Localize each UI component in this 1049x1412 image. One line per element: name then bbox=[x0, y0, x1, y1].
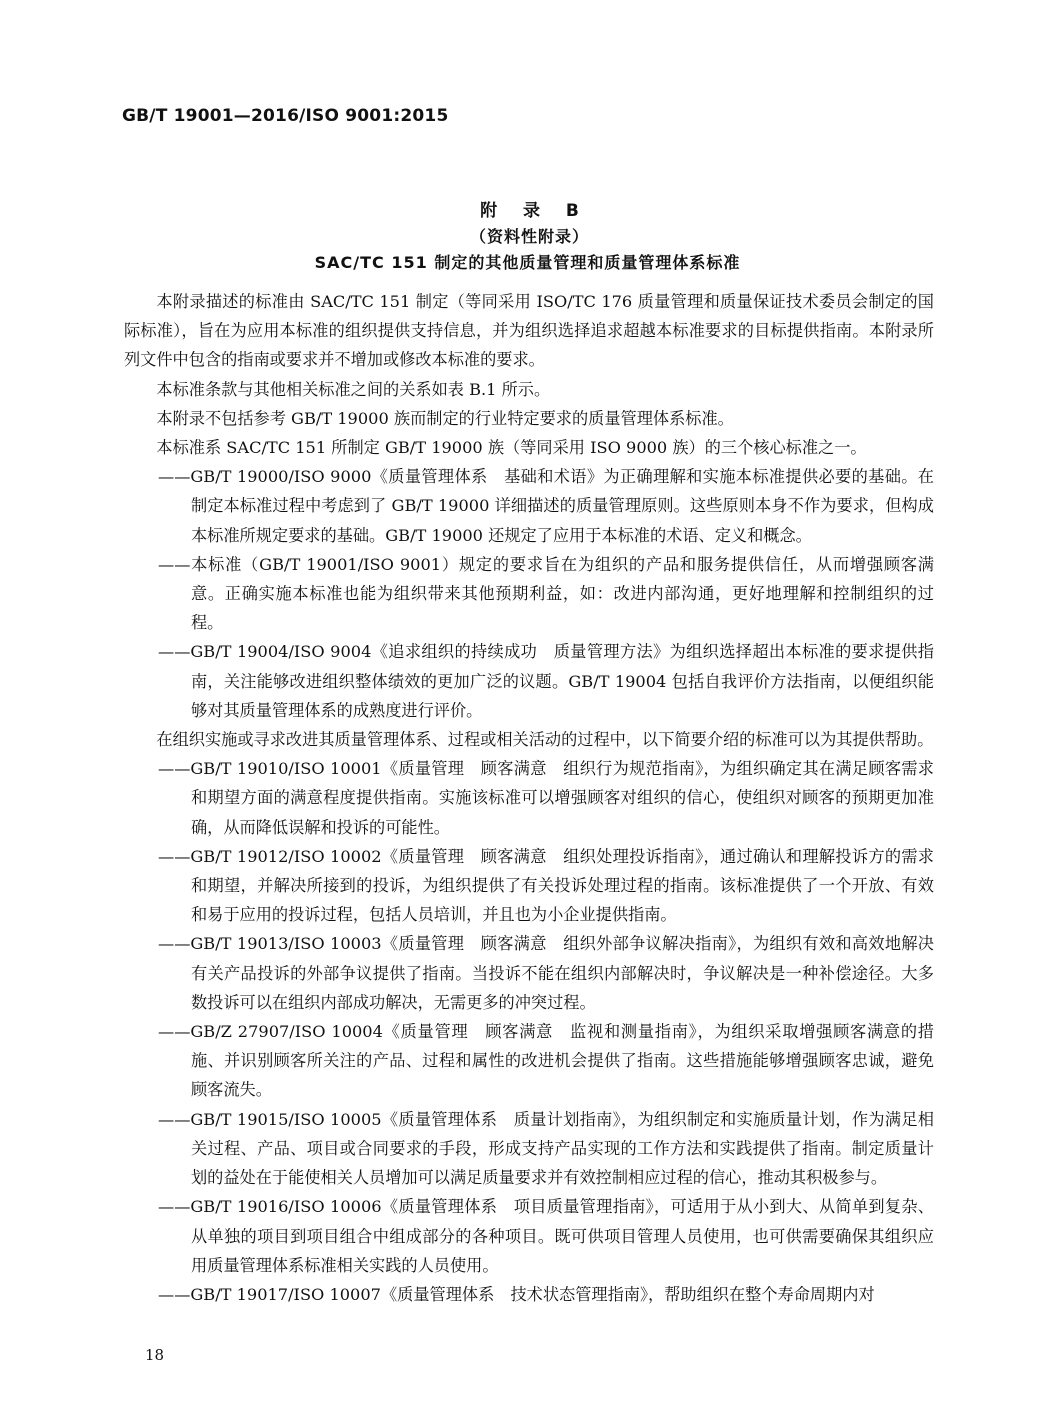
list-item-gbt-19016: ——GB/T 19016/ISO 10006《质量管理体系 项目质量管理指南》，可适用于从小到大、从简单到复杂、从单独的项目到项目组合中组成部分的各种项目。既可供项目管理人员使用，也可供需要确保其组织应用质量管理体系标准相关实践的人员使用。 bbox=[158, 1197, 934, 1275]
list-item-gbt-19015: ——GB/T 19015/ISO 10005《质量管理体系 质量计划指南》，为组织制定和实施质量计划，作为满足相关过程、产品、项目或合同要求的手段，形成支持产品实现的工作方法和实践提供了指南。制定质量计划的益处在于能使相关人员增加可以满足质量要求并有效控制相应过程的信心，推动其积极参与。 bbox=[158, 1109, 934, 1188]
list-item-gbt-19010: ——GB/T 19010/ISO 10001《质量管理 顾客满意 组织行为规范指南》，为组织确定其在满足顾客需求和期望方面的满意程度提供指南。实施该标准可以增强顾客对组织的信心，使组织对顾客的预期更加准确，从而降低误解和投诉的可能性。 bbox=[158, 759, 934, 837]
list-item-gbt-19012: ——GB/T 19012/ISO 10002《质量管理 顾客满意 组织处理投诉指南》，通过确认和理解投诉方的需求和期望，并解决所接到的投诉，为组织提供了有关投诉处理过程的指南。该标准提供了一个开放、有效和易于应用的投诉过程，包括人员培训，并且也为小企业提供指南。 bbox=[158, 846, 934, 925]
annex-body bbox=[124, 287, 934, 1309]
intro-paragraph: 本附录描述的标准由 SAC/TC 151 制定（等同采用 ISO/TC 176 质量管理和质量保证技术委员会制定的国际标准），旨在为应用本标准的组织提供支持信息，并为组织选择追求超越本标准要求的目标提供指南。本附录所列文件中包含的指南或要求并不增加或修改本标准的要求。 bbox=[124, 292, 934, 370]
exclusion-paragraph: 本附录不包括参考 GB/T 19000 族而制定的行业特定要求的质量管理体系标准。 bbox=[156, 408, 734, 428]
list-item-gbt-19000: ——GB/T 19000/ISO 9000《质量管理体系 基础和术语》为正确理解和实施本标准提供必要的基础。在制定本标准过程中考虑到了 GB/T 19000 详细描述的质量管理原则。这些原则本身不作为要求，但构成本标准所规定要求的基础。GB/T 19000 还规定了应用于本标准的术语、定义和概念。 bbox=[158, 467, 934, 545]
annex-type: （资料性附录） bbox=[469, 227, 589, 246]
relationship-paragraph: 本标准条款与其他相关标准之间的关系如表 B.1 所示。 bbox=[156, 379, 551, 399]
annex-heading: 附 录 B bbox=[480, 201, 589, 221]
list-item-gbt-19013: ——GB/T 19013/ISO 10003《质量管理 顾客满意 组织外部争议解决指南》，为组织有效和高效地解决有关产品投诉的外部争议提供了指南。当投诉不能在组织内部解决时，争议解决是一种补偿途径。大多数投诉可以在组织内部成功解决，无需更多的冲突过程。 bbox=[158, 934, 934, 1012]
list-item-gbt-19017: ——GB/T 19017/ISO 10007《质量管理体系 技术状态管理指南》，帮助组织在整个寿命周期内对 bbox=[158, 1284, 875, 1304]
page-number: 18 bbox=[145, 1346, 165, 1364]
annex-title: SAC/TC 151 制定的其他质量管理和质量管理体系标准 bbox=[314, 253, 741, 272]
supporting-standards-paragraph: 在组织实施或寻求改进其质量管理体系、过程或相关活动的过程中，以下简要介绍的标准可以为其提供帮助。 bbox=[156, 730, 934, 750]
list-item-gbt-19001: ——本标准（GB/T 19001/ISO 9001）规定的要求旨在为组织的产品和服务提供信任，从而增强顾客满意。正确实施本标准也能为组织带来其他预期利益，如：改进内部沟通，更好地理解和控制组织的过程。 bbox=[158, 554, 934, 633]
list-item-gbz-27907: ——GB/Z 27907/ISO 10004《质量管理 顾客满意 监视和测量指南》，为组织采取增强顾客满意的措施、并识别顾客所关注的产品、过程和属性的改进机会提供了指南。这些措施能够增强顾客忠诚，避免顾客流失。 bbox=[158, 1022, 934, 1100]
list-item-gbt-19004: ——GB/T 19004/ISO 9004《追求组织的持续成功 质量管理方法》为组织选择超出本标准的要求提供指南，关注能够改进组织整体绩效的更加广泛的议题。GB/T 19004 包括自我评价方法指南，以便组织能够对其质量管理体系的成熟度进行评价。 bbox=[158, 642, 934, 720]
standard-code-header: GB/T 19001—2016/ISO 9001:2015 bbox=[122, 106, 449, 126]
core-standards-paragraph: 本标准系 SAC/TC 151 所制定 GB/T 19000 族（等同采用 ISO 9000 族）的三个核心标准之一。 bbox=[156, 438, 867, 458]
